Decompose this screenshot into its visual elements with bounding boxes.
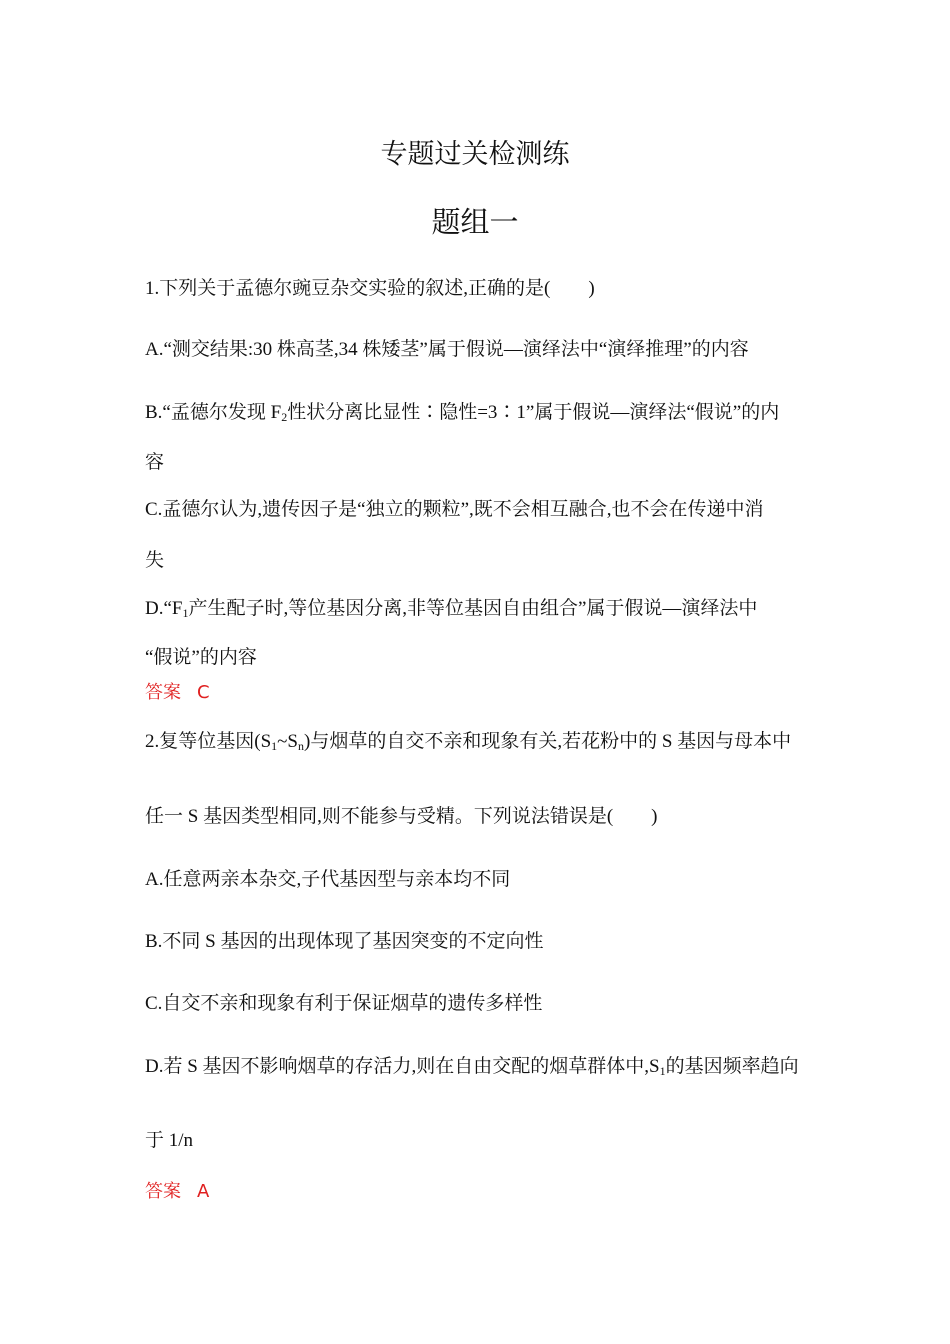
question-2-option-d-continued: 于 1/n [145,1130,194,1151]
question-2-option-c: C.自交不亲和现象有利于保证烟草的遗传多样性 [145,993,543,1014]
question-2-option-d: D.若 S 基因不影响烟草的存活力,则在自由交配的烟草群体中$,S_1$的基因频率趋向 [145,1056,799,1078]
question-2-option-a: A.任意两亲本杂交,子代基因型与亲本均不同 [145,869,511,890]
question-1-option-b-continued: 容 [145,452,165,473]
question-1-option-d-continued: “假说”的内容 [145,647,257,668]
question-2-stem: 2.复等位基因$(S_1\sim S_n)$与烟草的自交不亲和现象有关,若花粉中的 S 基因与母本中 [145,731,792,753]
question-1-option-c-continued: 失 [145,550,165,571]
question-1-option-d: $D.“F_1$产生配子时,等位基因分离,非等位基因自由组合”属于假说—演绎法中 [145,598,758,620]
section-title: 题组一 [431,205,519,239]
question-1-option-c: C.孟德尔认为,遗传因子是“独立的颗粒”,既不会相互融合,也不会在传递中消 [145,499,764,520]
question-2-option-b: B.不同 S 基因的出现体现了基因突变的不定向性 [145,931,544,952]
question-1-option-b: B.“孟德尔发现 $F_2$性状分离比显性∶隐性=3∶1”属于假说—演绎法“假说”的内 [145,402,780,424]
question-1-stem: 1.下列关于孟德尔豌豆杂交实验的叙述,正确的是( ) [145,278,595,299]
question-2-answer: 答案 A [145,1181,210,1202]
question-1-answer: 答案 C [145,682,210,703]
question-2-stem-continued: 任一 S 基因类型相同,则不能参与受精。下列说法错误是( ) [145,806,658,827]
question-1-option-a: A.“测交结果:30 株高茎,34 株矮茎”属于假说—演绎法中“演绎推理”的内容 [145,339,749,360]
page-title: 专题过关检测练 [380,139,570,170]
